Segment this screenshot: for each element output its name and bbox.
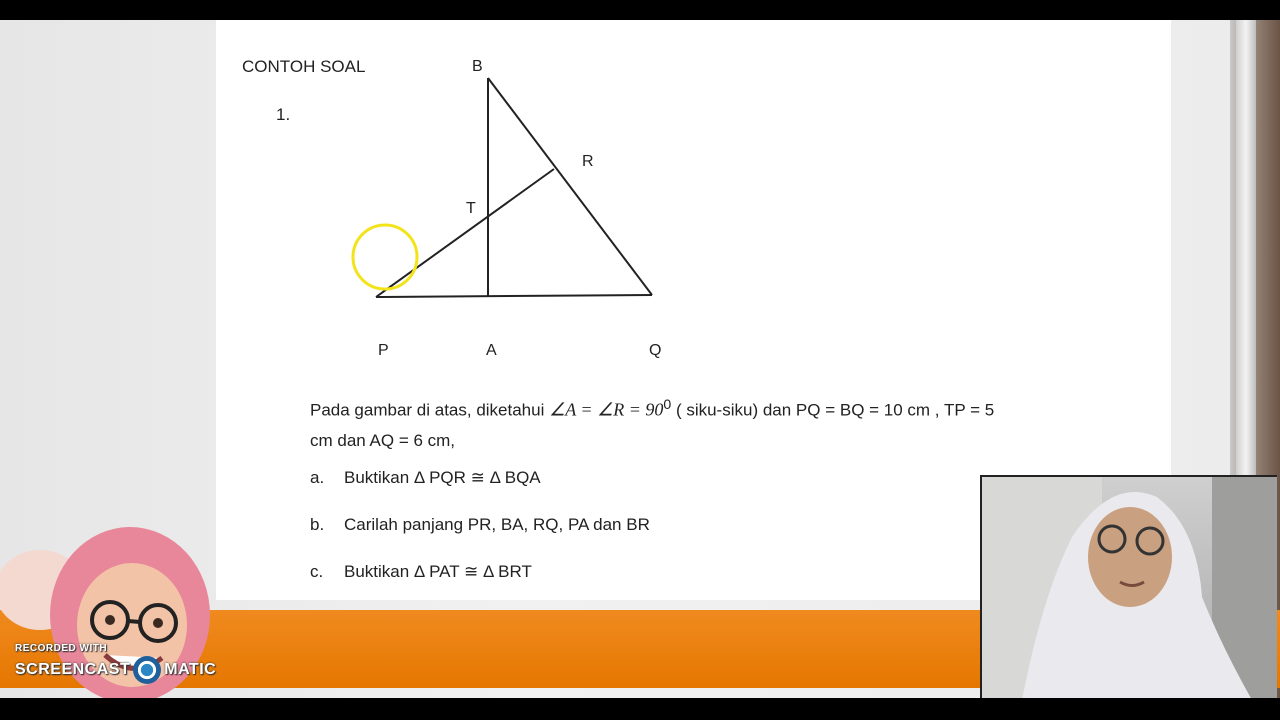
label-t: T [466,200,476,217]
problem-line-2: cm dan AQ = 6 cm, [310,430,456,450]
degree-superscript: 0 [663,397,672,413]
task-c: c. Buktikan Δ PAT ≅ Δ BRT [310,562,532,581]
question-number: 1. [276,105,291,124]
segment-bq [488,78,652,295]
presenter-video [982,477,1277,698]
letterbox-bottom [0,698,1280,720]
problem-line-1: Pada gambar di atas, diketahui ∠A = ∠R = $90^0$ ( siku-siku) dan PQ = BQ = 10 cm , TP = 5 [310,397,995,420]
letterbox-top [0,0,1280,20]
label-r: R [582,153,594,170]
problem-statement [310,390,994,456]
screencast-logo-icon [133,656,161,684]
label-b: B [472,58,483,75]
label-a: A [486,342,497,359]
video-frame [0,20,1280,698]
segment-pq [376,295,652,297]
angle-formula: ∠A = ∠R = 90 [549,399,664,420]
task-b: b. Carilah panjang PR, BA, RQ, PA dan BR [310,515,650,534]
task-a: a. Buktikan Δ PQR ≅ Δ BQA [310,468,541,487]
segment-pr [376,169,554,297]
label-q: Q [649,342,662,359]
webcam-overlay [980,475,1277,698]
slide-title: CONTOH SOAL [242,57,366,76]
triangle-figure [336,60,696,360]
label-p: P [378,342,389,359]
cursor-highlight [353,225,417,289]
screencast-watermark: RECORDED WITH SCREENCAST MATIC [15,643,216,684]
